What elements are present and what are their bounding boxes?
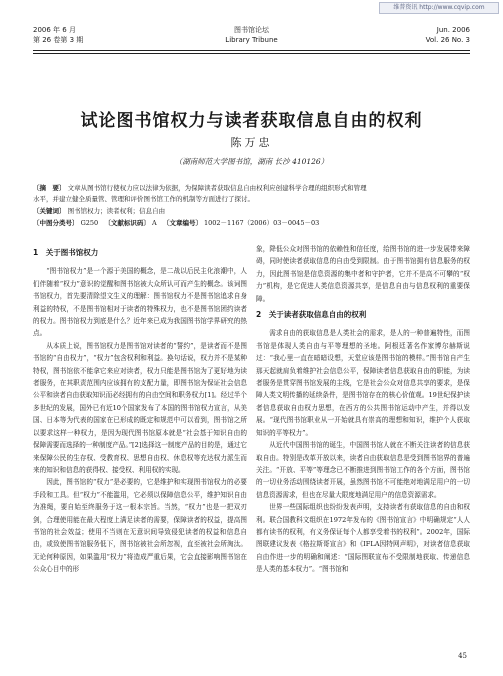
- body-paragraph: 从近代中国图书馆的诞生，中国图书馆人就在不断关注读者的信息获取自由。特别是改革开放以来，读者自由获取信息是受到图书馆界的普遍关注。“开放、平等”等理念已不断推进到图书馆工作的各个方面，图书馆的一切业务活动围绕读者开展，虽然图书馆不可能绝对地满足用户的一切信息资源需求，但也在尽量大限度地满足用户的信息资源需求。: [256, 441, 470, 499]
- page-number: 45: [458, 652, 467, 660]
- header-date-en: Jun. 2006: [436, 26, 470, 34]
- paper-title: 试论图书馆权力与读者获取信息自由的权利: [80, 111, 423, 131]
- left-column: [33, 243, 247, 576]
- abstract-text-2: 水平，并建立健全质量管、管理和评价图书馆工作的机制等方面进行了探讨。: [33, 195, 254, 203]
- doc-label: 〔文献标识码〕: [104, 219, 150, 227]
- header-rule-thin: [33, 53, 470, 54]
- header-date: 2006 年 6 月: [33, 26, 76, 34]
- body-paragraph: 象，降低公众对图书馆的依赖性和信任度，给图书馆的进一步发展带来障碍，同时使读者获取信息的自由受到限制。由于图书馆拥有信息服务的权力，因此图书馆是信息资源的集中者和守护者，它并不是高不可攀的“权力”机构，是它促进人类信息资源共享，是信息自由与信息权利的重要保障。: [256, 245, 470, 303]
- article-id: 1002－1167（2006）03－0045－03: [204, 219, 320, 227]
- section-heading-1: 1 关于图书馆权力: [33, 248, 99, 257]
- keywords: 图书馆权力；读者权利；信息自由: [67, 207, 166, 215]
- watermark-stamp: 维普资讯 http://www.cqvip.com: [379, 2, 499, 14]
- section-heading-2: 2 关于读者获取信息自由的权利: [256, 310, 367, 320]
- class-code: G250: [80, 219, 99, 227]
- keywords-line: [33, 206, 470, 217]
- body-paragraph: 世界一些国际组织也纷纷发表声明，支持读者有获取信息的自由和权利。联合国教科文组织在1972年发布的《图书馆宣言》中明确规定“人人都有读书的权利，有义务保证每个人都享受着书的权利”。2002年，国际图联建议发表《格拉斯哥宣言》和《IFLA因特网声明》，对读者信息获取自由作进一步的明确和阐述：“国际图联宣布不受限制地获取、传递信息是人类的基本权力”。“图书馆和: [256, 503, 470, 574]
- journal-name: 图书馆论坛: [234, 26, 269, 34]
- body-paragraph: “图书馆权力”是一个源于美国的概念，是二战以后民主化浪潮中，人们伴随着“权力”意识的觉醒和图书馆被大众所认可而产生的概念。该词图书馆权力，首先要清除望文生义的理解：图书馆权力不是图书馆追求自身利益的特权，不是图书馆相对于读者的特殊权力，也不是图书馆团约读者的权力。图书馆权力到底是什么？近年来已成为我国图书馆学界研究的热点。: [33, 267, 247, 338]
- header-rule: [33, 50, 470, 51]
- body-paragraph: 因此，图书馆的“权力”是必要的，它是维护和实现图书馆权力的必要手段和工具。但“权力”不能滥用，它必须以保障信息公平，维护知识自由为准绳，要自始至终服务于这一根本宗旨。当然，“权力”也是一把双刃剑，合理使用能在最大程度上满足读者的需要，保障读者的权益，提高图书馆的社会效益；使用不当则在无意识间导致侵犯读者的权益和信息自由，或致使图书馆服务低下，图书馆被社会所忽视，直至被社会所淘汰。无论何种原因，如果滥用“权力”将造成严重后果，它会直接影响图书馆在公众心目中的形: [33, 478, 247, 574]
- doc-code: A: [152, 219, 157, 227]
- paper-author: 陈万忠: [230, 136, 273, 149]
- abstract-line-1: [33, 183, 470, 194]
- class-label: 〔中图分类号〕: [33, 219, 79, 227]
- author-affiliation: （湖南师范大学图书馆，湖南 长沙 410126）: [174, 157, 329, 166]
- header-volume: 第 26 卷第 3 期: [33, 36, 84, 44]
- body-paragraph: 需求自由的获取信息是人类社会的需求，是人的一种普遍特性，而图书馆是体现人类自由与平等理想的圣地。阿根廷著名作家博尔赫斯说过：“我心里一直在暗暗设想，天堂应该是图书馆的模样。”图书馆自产生那天起就肩负着维护社会信息公平，保障读者信息获取自由的职能，为读者服务是贯穿图书馆发展的主线，它是社会公众对信息共享的要求，是保障人类文明传播的延续条件，是图书馆存在的核心价值观。19世纪保护读者信息获取自由权力思想，在西方的公共图书馆运动中产生，并得以发展。“现代图书馆职业从一开始就具有崇高的理想和知识，维护个人获取知识的平等权力”。: [256, 329, 470, 437]
- classification-line: [33, 218, 470, 229]
- abstract-text-1: 文章从图书馆行使权力应以法律为依据，为保障读者获取信息自由权利应创建科学合理的组织形式和管理: [67, 184, 367, 192]
- running-header: [33, 25, 470, 53]
- journal-name-en: Library Tribune: [225, 36, 278, 44]
- keywords-label: 〔关键词〕: [33, 207, 66, 215]
- right-column: [256, 243, 470, 576]
- header-volume-en: Vol. 26 No. 3: [425, 36, 470, 44]
- article-id-label: 〔文章编号〕: [162, 219, 202, 227]
- body-paragraph: 从本质上说，图书馆权力是图书馆对读者的“誓约”，是读者而不是图书馆的“自由权力”，“权力”包含权利和利益。换句话说，权力并不是某种特权，图书馆依不能拿它来应对读者，权力只能是图书馆为了更好地为读者服务，在其职责范围内应该拥有的支配力量，即图书馆为保证社会信息公平和读者自由获取知识而必经拥有的自由空间和职务权力[1]。经过半个多世纪的发展，国外已有近10个国家发布了本国的图书馆权力宣言，从美国、日本等为代表的国家在已形成的既定和规范中可以看到，图书馆之所以要求这样一种权力，是因为现代图书馆原本就是“社会基于知识自由的保障需要而选择的一种制度产品。”[2]选择这一制度产品的目的是，通过它来保障公民的生存权、受教育权、思想自由权、休息权等充达权力派生而来的知识和信息的获得权、接受权、利用权的实现。: [33, 341, 247, 474]
- abstract-line-2: [33, 194, 470, 205]
- abstract-label: 〔摘 要〕: [33, 184, 66, 192]
